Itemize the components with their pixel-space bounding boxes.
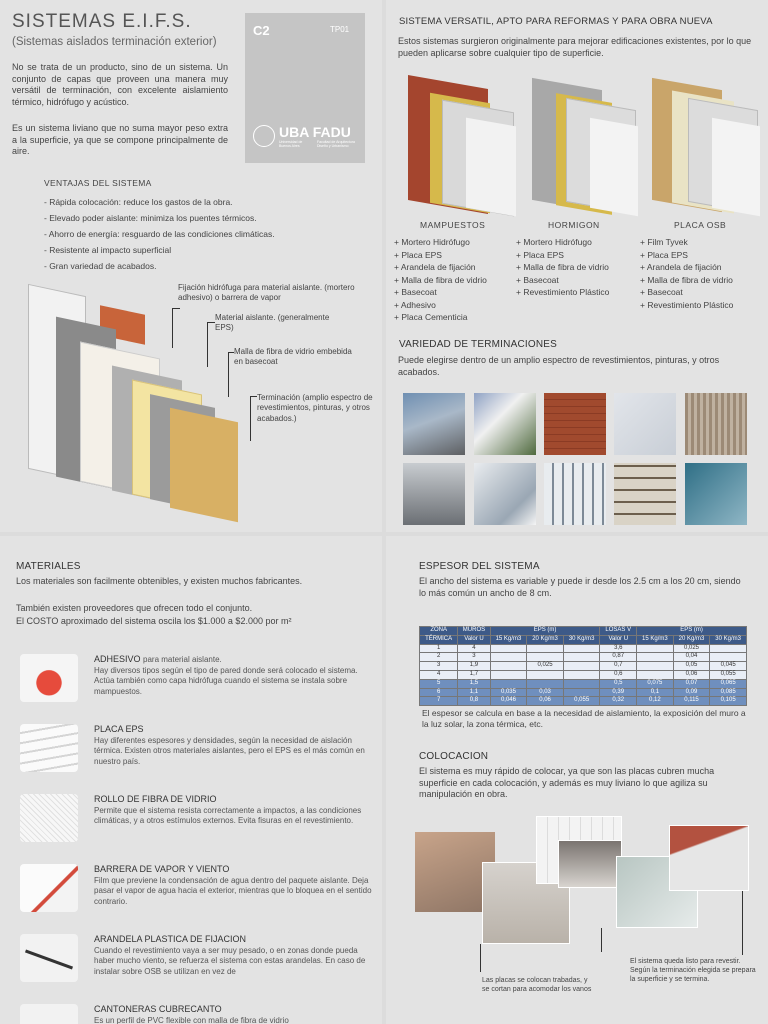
table-cell: 0,03 — [527, 688, 564, 697]
barrera-vapor-image — [20, 864, 78, 912]
finish-photo — [403, 463, 465, 525]
col-hormigon-list — [516, 236, 609, 299]
table-cell: 6 — [420, 688, 458, 697]
table-cell — [490, 670, 527, 679]
table-header-cell: ZONA — [420, 627, 458, 636]
adhesivo-title: ADHESIVO para material aislante. — [94, 654, 222, 664]
table-cell: 0,045 — [710, 662, 747, 671]
table-cell: 0,06 — [527, 697, 564, 706]
table-cell — [527, 653, 564, 662]
table-cell — [563, 653, 600, 662]
list-item: - Rápida colocación: reduce los gastos de la obra. — [44, 197, 233, 207]
table-cell: 0,87 — [600, 653, 637, 662]
install-photo — [558, 840, 622, 888]
logo-code: C2 — [253, 23, 270, 38]
list-item: + Mortero Hidrófugo — [394, 237, 470, 247]
table-cell: 0,105 — [710, 697, 747, 706]
table-row — [420, 697, 747, 706]
label-fijacion: Fijación hidrófuga para material aislante. (mortero adhesivo) o barrera de vapor — [178, 283, 355, 303]
table-cell: 0,1 — [637, 688, 674, 697]
table-cell — [563, 644, 600, 653]
table-cell: 0,04 — [673, 653, 710, 662]
logo-institution: Universidad de Buenos Aires — [279, 140, 303, 148]
list-item: + Arandela de fijación — [394, 262, 476, 272]
table-cell: 0,07 — [673, 679, 710, 688]
finish-photo — [544, 393, 606, 455]
table-cell: 0,085 — [710, 688, 747, 697]
table-cell — [710, 644, 747, 653]
list-item: + Malla de fibra de vidrio — [394, 274, 487, 285]
table-cell: 0,06 — [673, 670, 710, 679]
cantonera-desc: Es un perfil de PVC flexible con malla de fibra de vidrio — [94, 1016, 289, 1024]
panel-sistemas — [0, 0, 382, 532]
table-cell — [637, 662, 674, 671]
list-item: + Mortero Hidrófugo — [516, 237, 592, 247]
list-item: - Ahorro de energía: resguardo de las condiciones climáticas. — [44, 229, 275, 239]
table-header-cell: EPS (m) — [490, 627, 600, 636]
placa-eps-title: PLACA EPS — [94, 724, 144, 734]
cantonera-image — [20, 1004, 78, 1024]
list-item: + Film Tyvek — [640, 237, 688, 247]
fibra-vidrio-image — [20, 794, 78, 842]
espesor-note: El espesor se calcula en base a la necesidad de aislamiento, la exposición del muro a la luz solar, la zona térmica, etc. — [422, 708, 746, 730]
table-cell: 0,32 — [600, 697, 637, 706]
espesor-text: El ancho del sistema es variable y puede ir desde los 2.5 cm a los 20 cm, siendo lo más común un ancho de 8 cm. — [419, 576, 741, 598]
versatil-text: Estos sistemas surgieron originalmente para mejorar edificaciones existentes, por lo que pueden aplicarse sobre cualquier tipo de superficie. — [398, 36, 752, 58]
table-cell: 1,1 — [458, 688, 490, 697]
table-cell: 4 — [458, 644, 490, 653]
table-cell — [563, 670, 600, 679]
finish-photo — [403, 393, 465, 455]
table-row — [420, 670, 747, 679]
wall-mampuestos-image — [404, 78, 519, 213]
table-header-cell: 30 Kg/m3 — [563, 635, 600, 644]
table-cell — [490, 644, 527, 653]
table-header-cell: MUROS — [458, 627, 490, 636]
materiales-text-2: También existen proveedores que ofrecen todo el conjunto. — [16, 603, 253, 613]
fibra-vidrio-desc: Permite que el sistema resista correctamente a impactos, a las condiciones climáticas, y a otros estímulos externos. Evita fisuras en el revestimiento. — [94, 806, 362, 826]
placa-eps-image — [20, 724, 78, 772]
list-item: + Adhesivo — [394, 299, 436, 310]
table-row — [420, 662, 747, 671]
barrera-vapor-title: BARRERA DE VAPOR Y VIENTO — [94, 864, 230, 874]
page-subtitle: (Sistemas aislados terminación exterior) — [12, 36, 217, 48]
table-cell: 0,6 — [600, 670, 637, 679]
table-cell: 7 — [420, 697, 458, 706]
costo-text: El COSTO aproximado del sistema oscila los $1.000 a $2.000 por m² — [16, 616, 292, 626]
list-item: + Basecoat — [394, 287, 437, 297]
variedad-text: Puede elegirse dentro de un amplio espectro de revestimientos, pinturas, y otros acabados. — [398, 355, 720, 377]
table-cell — [637, 644, 674, 653]
table-cell: 0,055 — [563, 697, 600, 706]
table-header-cell: 20 Kg/m3 — [673, 635, 710, 644]
intro-text-2: Es un sistema liviano que no suma mayor peso extra a la superficie, ya que se compone principalmente de aire. — [12, 123, 228, 157]
table-cell: 0,115 — [673, 697, 710, 706]
table-cell — [490, 662, 527, 671]
install-photo — [669, 825, 749, 891]
finish-photo — [544, 463, 606, 525]
barrera-vapor-desc: Film que previene la condensación de agua dentro del paquete aislante. Deja pasar el vapor de agua hacia el exterior, mientras que lo bloquea en el sentido contrario. — [94, 876, 372, 906]
panel-espesor — [386, 536, 768, 1024]
table-cell: 3 — [420, 662, 458, 671]
table-cell: 0,05 — [673, 662, 710, 671]
table-cell — [563, 688, 600, 697]
uba-seal-icon — [253, 125, 275, 147]
fadu-logo — [245, 13, 365, 163]
page-title: SISTEMAS E.I.F.S. — [12, 11, 192, 32]
table-header-cell: EPS (m) — [637, 627, 747, 636]
table-cell: 1 — [420, 644, 458, 653]
list-item: - Gran variedad de acabados. — [44, 261, 157, 271]
versatil-title: SISTEMA VERSATIL, APTO PARA REFORMAS Y PARA OBRA NUEVA — [399, 16, 713, 27]
table-cell — [490, 679, 527, 688]
caption-revestir: El sistema queda listo para revestir. Según la terminación elegida se prepara la superficie y se termina. — [630, 958, 756, 984]
caption-placas: Las placas se colocan trabadas, y se cortan para acomodar los vanos — [482, 977, 592, 994]
cantonera-title: CANTONERAS CUBRECANTO — [94, 1004, 222, 1014]
table-cell — [527, 670, 564, 679]
table-cell — [563, 679, 600, 688]
placa-eps-desc: Hay diferentes espesores y densidades, según la necesidad de aislación térmica. Existen otros materiales aislantes, pero el EPS es el más común en nuestro país. — [94, 736, 365, 766]
table-cell: 3,6 — [600, 644, 637, 653]
list-item: + Placa EPS — [640, 249, 688, 260]
panel-materiales — [0, 536, 382, 1024]
table-cell: 1,9 — [458, 662, 490, 671]
ventajas-title: VENTAJAS DEL SISTEMA — [44, 178, 152, 188]
col-mampuestos-list — [394, 236, 487, 324]
list-item: + Basecoat — [640, 287, 683, 297]
adhesivo-bucket-image — [20, 654, 78, 702]
table-cell: 1,7 — [458, 670, 490, 679]
table-header-cell: Valor U — [458, 635, 490, 644]
table-cell — [490, 653, 527, 662]
table-cell: 0,025 — [527, 662, 564, 671]
table-cell — [527, 644, 564, 653]
table-cell: 0,025 — [673, 644, 710, 653]
wall-osb-image — [648, 78, 763, 213]
table-cell: 1,5 — [458, 679, 490, 688]
table-cell: 0,035 — [490, 688, 527, 697]
table-header-cell: TÉRMICA — [420, 635, 458, 644]
table-row — [420, 688, 747, 697]
espesor-title: ESPESOR DEL SISTEMA — [419, 561, 540, 572]
finish-photo — [614, 393, 676, 455]
col-osb-list — [640, 236, 733, 311]
list-item: + Placa EPS — [516, 249, 564, 260]
table-cell: 0,8 — [458, 697, 490, 706]
variedad-title: VARIEDAD DE TERMINACIONES — [399, 339, 557, 350]
list-item: + Basecoat — [516, 274, 559, 285]
col-hormigon-name: HORMIGON — [548, 220, 600, 230]
finish-photo — [685, 393, 747, 455]
table-cell — [710, 653, 747, 662]
table-cell: 0,12 — [637, 697, 674, 706]
col-mampuestos-name: MAMPUESTOS — [420, 220, 486, 230]
list-item: + Malla de fibra de vidrio — [516, 262, 609, 272]
table-row — [420, 644, 747, 653]
materiales-title: MATERIALES — [16, 561, 81, 572]
list-item: + Revestimiento Plástico — [516, 287, 610, 297]
adhesivo-desc: Hay diversos tipos según el tipo de pared donde será colocado el sistema. Actúa también como capa hidrófuga cuando el sistema se instala sobre mampuestos. — [94, 666, 358, 696]
finish-photo — [614, 463, 676, 525]
table-header-cell: Valor U — [600, 635, 637, 644]
table-cell — [637, 653, 674, 662]
table-cell — [563, 662, 600, 671]
table-header-cell: 15 Kg/m3 — [637, 635, 674, 644]
list-item: + Placa Cementicia — [394, 312, 468, 322]
table-cell: 0,055 — [710, 670, 747, 679]
arandela-desc: Cuando el revestimiento vaya a ser muy pesado, o en zonas donde pueda haber mucho viento, se refuerza el sistema con estas arandelas. En caso de instalar sobre OSB se utilizan en vez de — [94, 946, 366, 976]
finish-photo — [474, 393, 536, 455]
materiales-text-1: Los materiales son facilmente obtenibles, y existen muchos fabricantes. — [16, 576, 303, 586]
table-header-cell: 20 Kg/m3 — [527, 635, 564, 644]
label-material: Material aislante. (generalmente EPS) — [215, 313, 330, 333]
finish-photo — [685, 463, 747, 525]
table-cell: 0,39 — [600, 688, 637, 697]
table-cell — [527, 679, 564, 688]
fibra-vidrio-title: ROLLO DE FIBRA DE VIDRIO — [94, 794, 217, 804]
table-cell: 0,09 — [673, 688, 710, 697]
wall-hormigon-image — [526, 78, 641, 213]
table-cell: 0,5 — [600, 679, 637, 688]
list-item: + Malla de fibra de vidrio — [640, 274, 733, 285]
table-cell: 2 — [420, 653, 458, 662]
list-item: + Placa EPS — [394, 249, 442, 260]
table-header-cell: LOSAS V — [600, 627, 637, 636]
arandela-title: ARANDELA PLASTICA DE FIJACION — [94, 934, 247, 944]
table-cell: 3 — [458, 653, 490, 662]
table-cell: 5 — [420, 679, 458, 688]
table-cell — [637, 670, 674, 679]
panel-versatil — [386, 0, 768, 532]
finish-photo — [474, 463, 536, 525]
list-item: + Revestimiento Plástico — [640, 299, 734, 310]
table-header-cell: 15 Kg/m3 — [490, 635, 527, 644]
table-cell: 4 — [420, 670, 458, 679]
table-cell: 0,046 — [490, 697, 527, 706]
table-row — [420, 679, 747, 688]
logo-tp: TP01 — [330, 25, 350, 34]
table-cell: 0,7 — [600, 662, 637, 671]
list-item: + Arandela de fijación — [640, 262, 722, 272]
table-row — [420, 653, 747, 662]
intro-text: No se trata de un producto, sino de un sistema. Un conjunto de capas que proveen una manera muy versátil de terminación, con excelente aislamiento térmico, hidrófugo y acústico. — [12, 62, 228, 108]
arandela-image — [20, 934, 78, 982]
table-cell: 0,075 — [637, 679, 674, 688]
list-item: - Elevado poder aislante: minimiza los puentes térmicos. — [44, 213, 257, 223]
logo-brand: UBA FADU — [279, 124, 351, 140]
label-malla: Malla de fibra de vidrio embebida en basecoat — [234, 347, 352, 367]
logo-faculty: Facultad de Arquitectura Diseño y Urbanismo — [317, 140, 355, 148]
col-osb-name: PLACA OSB — [674, 220, 727, 230]
label-terminacion: Terminación (amplio espectro de revestimientos, pinturas, y otros acabados.) — [257, 393, 373, 423]
list-item: - Resistente al impacto superficial — [44, 245, 172, 255]
colocacion-title: COLOCACION — [419, 751, 489, 762]
espesor-table — [419, 626, 747, 706]
ventajas-list — [44, 194, 275, 274]
table-cell: 0,065 — [710, 679, 747, 688]
colocacion-text: El sistema es muy rápido de colocar, ya que son las placas cubren mucha superficie en cada colocación, y además es muy liviano lo que agiliza su manipulación en obra. — [419, 766, 715, 800]
table-header-cell: 30 Kg/m3 — [710, 635, 747, 644]
